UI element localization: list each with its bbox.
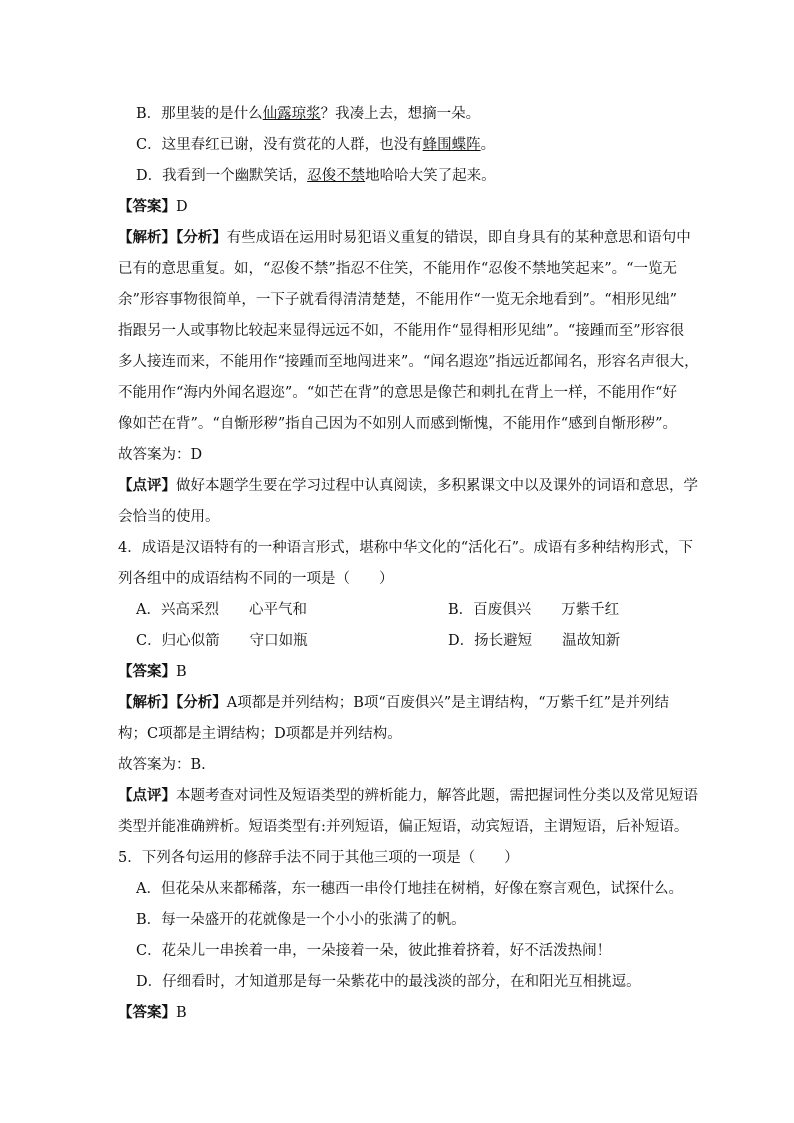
q4-analysis-line-2: 构；C项都是主谓结构；D项都是并列结构。	[118, 726, 402, 742]
q3-comment-line-2: 会恰当的使用。	[118, 509, 220, 525]
option-text: D．我看到一个幽默笑话，	[136, 168, 308, 184]
q4-stem-line-1: 4．成语是汉语特有的一种语言形式，堪称中华文化的“活化石”。成语有多种结构形式，下	[118, 540, 694, 556]
option-text: 温故知新	[562, 633, 621, 649]
q4-option-a	[136, 600, 307, 620]
comment-text: 本题考查对词性及短语类型的辨析能力，解答此题，需把握词性分类以及常见短语	[176, 788, 698, 804]
q4-comment-line-1	[118, 786, 698, 806]
option-text: 心平气和	[248, 602, 307, 618]
underlined-idiom: 蜂围蝶阵	[422, 137, 481, 153]
answer-value: D	[176, 199, 188, 215]
option-text: 。	[480, 137, 496, 153]
q3-analysis-line-7: 像如芒在背”。“自惭形秽”指自己因为不如别人而感到惭愧，不能用作“感到自惭形秽”。	[118, 416, 678, 432]
comment-tag: 【点评】	[118, 787, 176, 804]
q5-option-d: D．仔细看时，才知道那是每一朵紫花中的最浅淡的部分，在和阳光互相挑逗。	[136, 974, 641, 990]
analysis-tag: 【解析】【分析】	[118, 694, 227, 711]
answer-tag: 【答案】	[118, 198, 176, 215]
underlined-idiom: 忍俊不禁	[307, 168, 366, 184]
q3-analysis-line-1	[118, 228, 691, 248]
q3-analysis-line-3: 余”形容事物很简单，一下子就看得清清楚楚，不能用作“一览无余地看到”。“相形见绌”	[118, 292, 678, 308]
q5-answer	[118, 1003, 187, 1023]
q3-final-answer: 故答案为：D	[118, 447, 203, 463]
answer-tag: 【答案】	[118, 1004, 176, 1021]
comment-tag: 【点评】	[118, 477, 176, 494]
q4-analysis-line-1	[118, 693, 669, 713]
q4-option-c	[136, 631, 308, 651]
q3-comment-line-1	[118, 476, 698, 496]
q5-stem: 5．下列各句运用的修辞手法不同于其他三项的一项是（ ）	[118, 850, 519, 866]
option-text: B．那里装的是什么	[136, 106, 263, 122]
q5-option-c: C．花朵儿一串挨着一串，一朵接着一朵，彼此推着挤着，好不活泼热闹！	[136, 943, 612, 959]
q4-stem-line-2: 列各组中的成语结构不同的一项是（ ）	[118, 571, 394, 587]
answer-value: B	[176, 1005, 187, 1021]
q4-comment-line-2: 类型并能准确辨析。短语类型有:并列短语，偏正短语，动宾短语，主谓短语，后补短语。	[118, 819, 689, 835]
q5-option-a: A．但花朵从来都稀落，东一穗西一串伶仃地挂在树梢，好像在察言观色，试探什么。	[136, 881, 683, 897]
q3-analysis-line-6: 不能用作“海内外闻名遐迩”。“如芒在背”的意思是像芒和刺扎在背上一样，不能用作“好	[118, 385, 678, 401]
option-text: A．兴高采烈	[136, 602, 219, 618]
option-text: 万紫千红	[561, 602, 620, 618]
q3-option-c	[136, 135, 495, 155]
q5-option-b: B．每一朵盛开的花就像是一个小小的张满了的帆。	[136, 912, 466, 928]
option-text: 地哈哈大笑了起来。	[365, 168, 496, 184]
q3-option-b	[136, 104, 480, 124]
q3-answer	[118, 197, 188, 217]
q4-answer	[118, 662, 187, 682]
analysis-text: 有些成语在运用时易犯语义重复的错误，即自身具有的某种意思和语句中	[226, 230, 691, 246]
q4-option-b	[448, 600, 619, 620]
option-text: C．归心似箭	[136, 633, 220, 649]
comment-text: 做好本题学生要在学习过程中认真阅读，多积累课文中以及课外的词语和意思，学	[176, 478, 698, 494]
option-text: B．百废俱兴	[448, 602, 532, 618]
answer-value: B	[176, 664, 187, 680]
q3-option-d	[136, 166, 496, 186]
q3-analysis-line-4: 指跟另一人或事物比较起来显得远远不如，不能用作“显得相形见绌”。“接踵而至”形容很	[118, 323, 685, 339]
answer-tag: 【答案】	[118, 663, 176, 680]
option-text: ？我凑上去，想摘一朵。	[320, 106, 481, 122]
analysis-text: A项都是并列结构；B项“百废俱兴”是主谓结构，“万紫千红”是并列结	[226, 695, 670, 711]
option-text: D．扬长避短	[448, 633, 533, 649]
analysis-tag: 【解析】【分析】	[118, 229, 227, 246]
underlined-idiom: 仙露琼浆	[262, 106, 321, 122]
option-text: C．这里春红已谢，没有赏花的人群，也没有	[136, 137, 423, 153]
q4-final-answer: 故答案为：B.	[118, 757, 206, 773]
q3-analysis-line-2: 已有的意思重复。如，“忍俊不禁”指忍不住笑，不能用作“忍俊不禁地笑起来”。“一览无	[118, 261, 678, 277]
q3-analysis-line-5: 多人接连而来，不能用作“接踵而至地闯进来”。“闻名遐迩”指远近都闻名，形容名声很大，	[118, 354, 699, 370]
q4-option-d	[448, 631, 620, 651]
option-text: 守口如瓶	[249, 633, 308, 649]
